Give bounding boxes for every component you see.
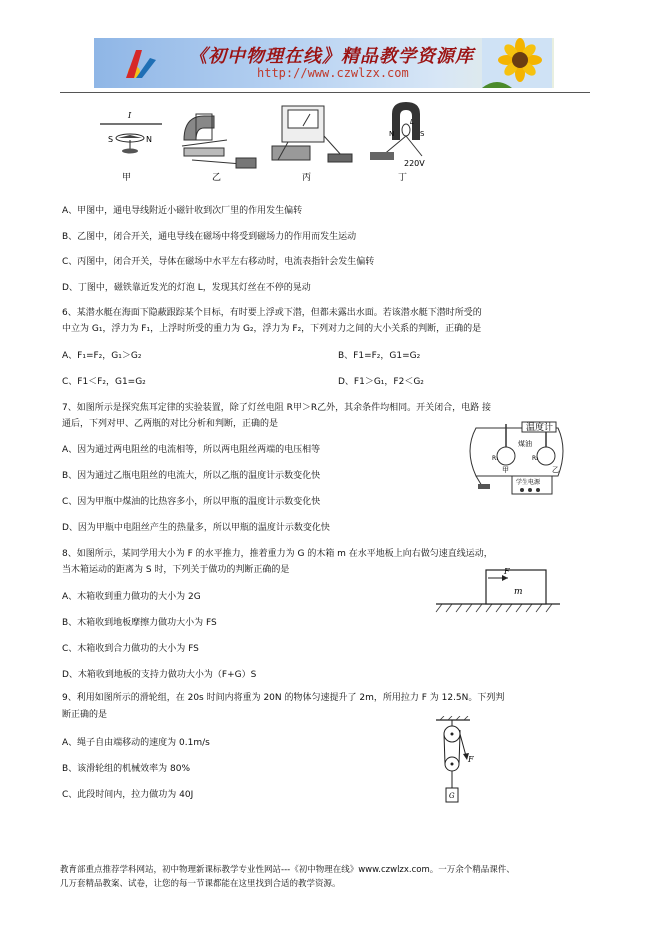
fig-f-label: F	[504, 567, 510, 576]
banner-url[interactable]: http://www.czwlzx.com	[257, 66, 409, 80]
fig-oil-label: 煤油	[518, 440, 532, 448]
q6-option-a: A、F₁=F₂，G₁＞G₂	[62, 351, 142, 361]
wire-label: I	[128, 111, 132, 120]
header-rule	[60, 92, 590, 93]
header-banner	[94, 38, 554, 88]
q6-stem-line2: 中立为 G₁，浮力为 F₁，上浮时所受的重力为 G₂，浮力为 F₂，下列对力之间的大小关系的判断，正确的是	[62, 324, 482, 334]
bulb-label: L	[410, 118, 414, 126]
q7-option-c: C、因为甲瓶中煤油的比热容多小，所以甲瓶的温度计示数变化快	[62, 497, 321, 507]
q9-stem-line1: 9、利用如图所示的滑轮组，在 20s 时间内将重为 20N 的物体匀速提升了 2m，所用拉力 F 为 12.5N。下列判	[62, 693, 505, 703]
fig-label-jia: 甲	[122, 173, 132, 183]
fig-jia-label: 甲	[502, 466, 509, 474]
q8-option-c: C、木箱收到合力做功的大小为 FS	[62, 644, 199, 654]
figure-q8-box	[432, 562, 564, 614]
q7-stem-line1: 7、如图所示是探究焦耳定律的实验装置，除了灯丝电阻 R甲＞R乙外，其余条件均相同。开关闭合，电路 接	[62, 403, 491, 413]
q8-option-d: D、木箱收到地板的支持力做功大小为（F+G）S	[62, 670, 257, 680]
fig-pulley-g-label: G	[449, 792, 455, 800]
fig-label-ding: 丁	[398, 173, 408, 183]
fig-yi-label: 乙	[552, 466, 559, 474]
q7-option-b: B、因为通过乙瓶电阻丝的电流大，所以乙瓶的温度计示数变化快	[62, 471, 321, 481]
q5-option-b: B、乙图中，闭合开关，通电导线在磁场中将受到磁场力的作用而发生运动	[62, 232, 357, 242]
q8-stem-line2: 当木箱运动的距离为 S 时，下列关于做功的判断正确的是	[62, 565, 290, 575]
q5-option-d: D、丁图中，磁铁靠近发光的灯泡 L，发现其灯丝在不停的晃动	[62, 283, 311, 293]
q9-stem-line2: 断正确的是	[62, 710, 108, 720]
footer-line2: 几万套精品教案、试卷，让您的每一节课都能在这里找到合适的教学资源。	[60, 879, 341, 889]
q9-option-c: C、此段时间内，拉力做功为 40J	[62, 790, 194, 800]
q5-option-a: A、甲图中，通电导线附近小磁针收到次厂里的作用发生偏转	[62, 206, 303, 216]
q6-option-d: D、F1＞G₁，F2＜G₂	[338, 377, 424, 387]
fig-label-yi: 乙	[212, 173, 222, 183]
fig-pulley-f-label: F	[468, 755, 474, 764]
q7-option-d: D、因为甲瓶中电阻丝产生的热量多，所以甲瓶的温度计示数变化快	[62, 523, 330, 533]
fig-power-label: 学生电源	[516, 479, 541, 486]
sunflower-icon	[482, 38, 552, 88]
fig-r2-label: R₂	[532, 455, 539, 462]
figure-jia	[100, 111, 162, 183]
compass-n: N	[146, 135, 152, 144]
figure-q9-pulley	[430, 716, 480, 808]
footer-line1: 教育部重点推荐学科网站，初中物理新课标教学专业性网站---《初中物理在线》www.czwlzx.com。一万余个精品课件、	[60, 865, 515, 875]
figure-yi	[182, 114, 256, 183]
q6-option-b: B、F1=F₂，G1=G₂	[338, 351, 421, 361]
q8-stem-line1: 8、如图所示，某同学用大小为 F 的水平推力，推着重力为 G 的木箱 m 在水平地板上向右做匀速直线运动，	[62, 549, 493, 559]
figure-q7-joule	[462, 420, 570, 498]
figure-row-q5	[92, 100, 472, 195]
q5-option-c: C、丙图中，闭合开关，导体在磁场中水平左右移动时，电流表指针会发生偏转	[62, 257, 375, 267]
site-logo-icon	[120, 44, 160, 84]
fig-label-bing: 丙	[302, 173, 312, 183]
q7-option-a: A、因为通过两电阻丝的电流相等，所以两电阻丝两端的电压相等	[62, 445, 321, 455]
q8-option-a: A、木箱收到重力做功的大小为 2G	[62, 592, 201, 602]
q8-option-b: B、木箱收到地板摩擦力做功大小为 FS	[62, 618, 217, 628]
q7-stem-line2: 通后，下列对甲、乙两瓶的对比分析和判断，正确的是	[62, 419, 279, 429]
fig-thermometer-label: 温度计	[526, 423, 554, 433]
fig-r1-label: R₁	[492, 455, 499, 462]
q6-stem-line1: 6、某潜水艇在海面下隐蔽跟踪某个目标，有时要上浮或下潜，但都未露出水面。若该潜水艇下潜时所受的	[62, 308, 482, 318]
voltage-label: 220V	[404, 159, 425, 168]
magnet-n: N	[389, 130, 395, 138]
magnet-s: S	[420, 130, 425, 138]
figure-ding	[370, 102, 425, 183]
q9-option-a: A、绳子自由端移动的速度为 0.1m/s	[62, 738, 210, 748]
figure-bing	[272, 106, 352, 183]
fig-m-label: m	[514, 587, 523, 597]
q6-option-c: C、F1＜F₂，G1=G₂	[62, 377, 146, 387]
banner-title: 《初中物理在线》精品教学资源库	[189, 46, 474, 67]
compass-s: S	[108, 135, 114, 144]
q9-option-b: B、该滑轮组的机械效率为 80%	[62, 764, 191, 774]
